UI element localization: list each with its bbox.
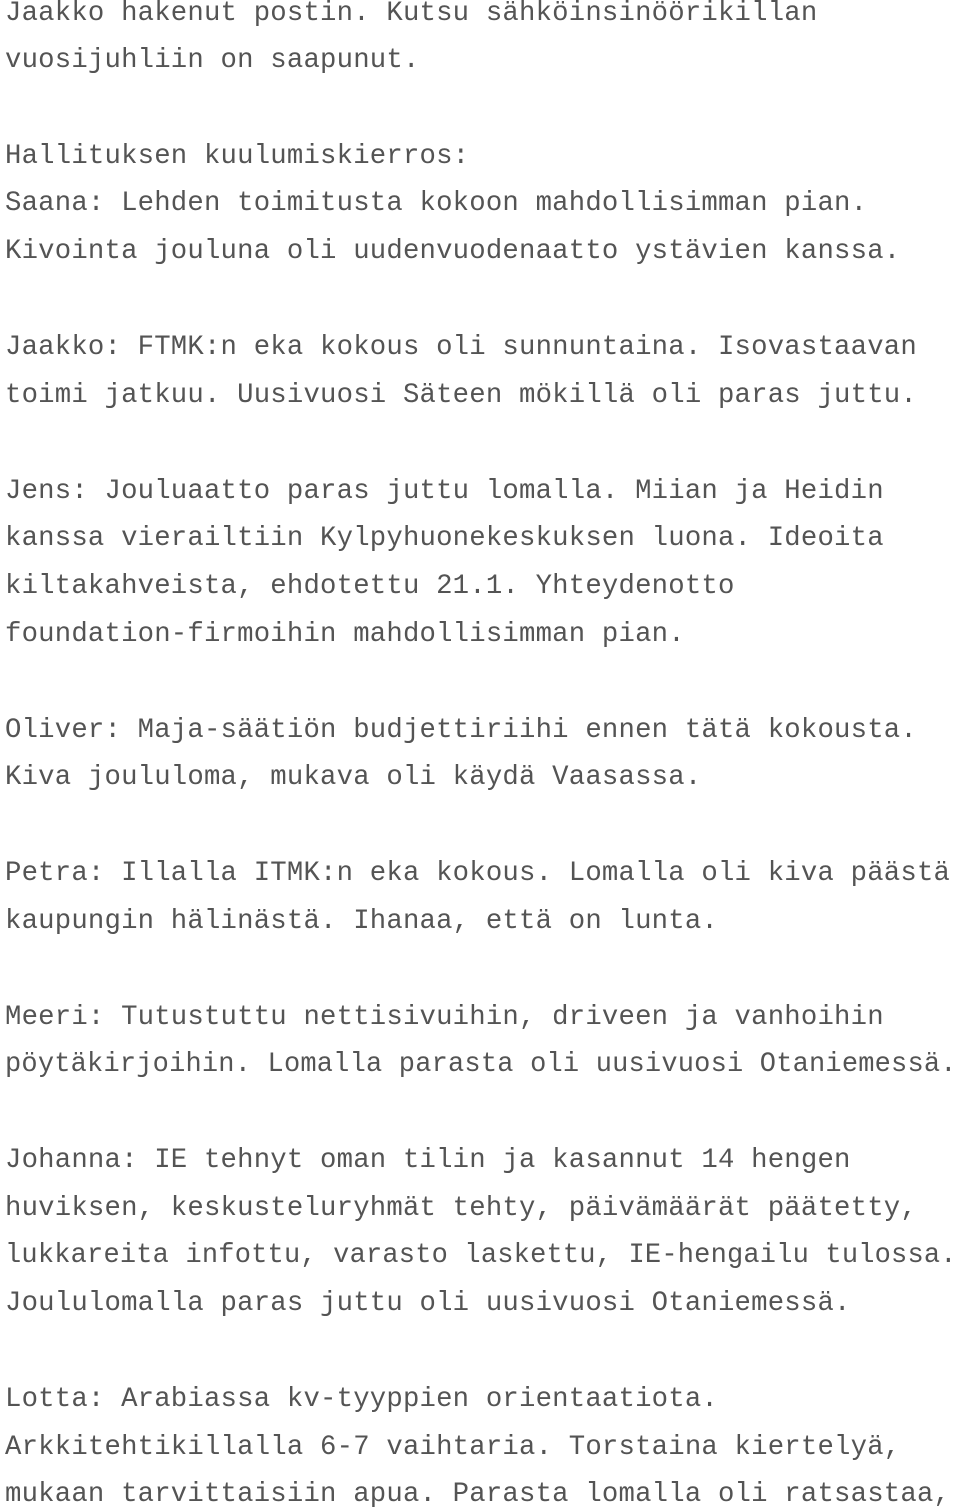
text-line: Lotta: Arabiassa kv-tyyppien orientaatiota. — [5, 1384, 718, 1415]
text-line: pöytäkirjoihin. Lomalla parasta oli uusivuosi Otaniemessä. — [5, 1049, 957, 1080]
text-line: Saana: Lehden toimitusta kokoon mahdollisimman pian. — [5, 188, 868, 219]
text-line: Oliver: Maja-säätiön budjettiriihi ennen tätä kokousta. — [5, 715, 917, 746]
text-line: Meeri: Tutustuttu nettisivuihin, driveen ja vanhoihin — [5, 1002, 884, 1033]
text-line: toimi jatkuu. Uusivuosi Säteen mökillä oli paras juttu. — [5, 380, 917, 411]
text-line: Kiva joululoma, mukava oli käydä Vaasassa. — [5, 762, 702, 793]
text-line: kaupungin hälinästä. Ihanaa, että on lunta. — [5, 906, 718, 937]
text-line: lukkareita infottu, varasto laskettu, IE-hengailu tulossa. — [5, 1240, 957, 1271]
text-line: kiltakahveista, ehdotettu 21.1. Yhteydenotto — [5, 571, 735, 602]
text-line: kanssa vierailtiin Kylpyhuonekeskuksen luona. Ideoita — [5, 523, 884, 554]
text-line: Joululomalla paras juttu oli uusivuosi Otaniemessä. — [5, 1288, 851, 1319]
text-line: Petra: Illalla ITMK:n eka kokous. Lomalla oli kiva päästä — [5, 858, 951, 889]
text-line: foundation-firmoihin mahdollisimman pian. — [5, 619, 685, 650]
text-line: Jaakko: FTMK:n eka kokous oli sunnuntaina. Isovastaavan — [5, 332, 917, 363]
text-line: Arkkitehtikillalla 6-7 vaihtaria. Torstaina kiertelyä, — [5, 1432, 901, 1463]
text-line: huviksen, keskusteluryhmät tehty, päivämäärät päätetty, — [5, 1193, 917, 1224]
text-line: vuosijuhliin on saapunut. — [5, 45, 420, 76]
text-line: Hallituksen kuulumiskierros: — [5, 141, 470, 172]
text-line: Jens: Jouluaatto paras juttu lomalla. Miian ja Heidin — [5, 476, 884, 507]
text-line: mukaan tarvittaisiin apua. Parasta lomalla oli ratsastaa, — [5, 1479, 951, 1510]
text-line: Johanna: IE tehnyt oman tilin ja kasannut 14 hengen — [5, 1145, 851, 1176]
text-line: Kivointa jouluna oli uudenvuodenaatto ystävien kanssa. — [5, 236, 901, 267]
text-line: Jaakko hakenut postin. Kutsu sähköinsinöörikillan — [5, 0, 818, 29]
